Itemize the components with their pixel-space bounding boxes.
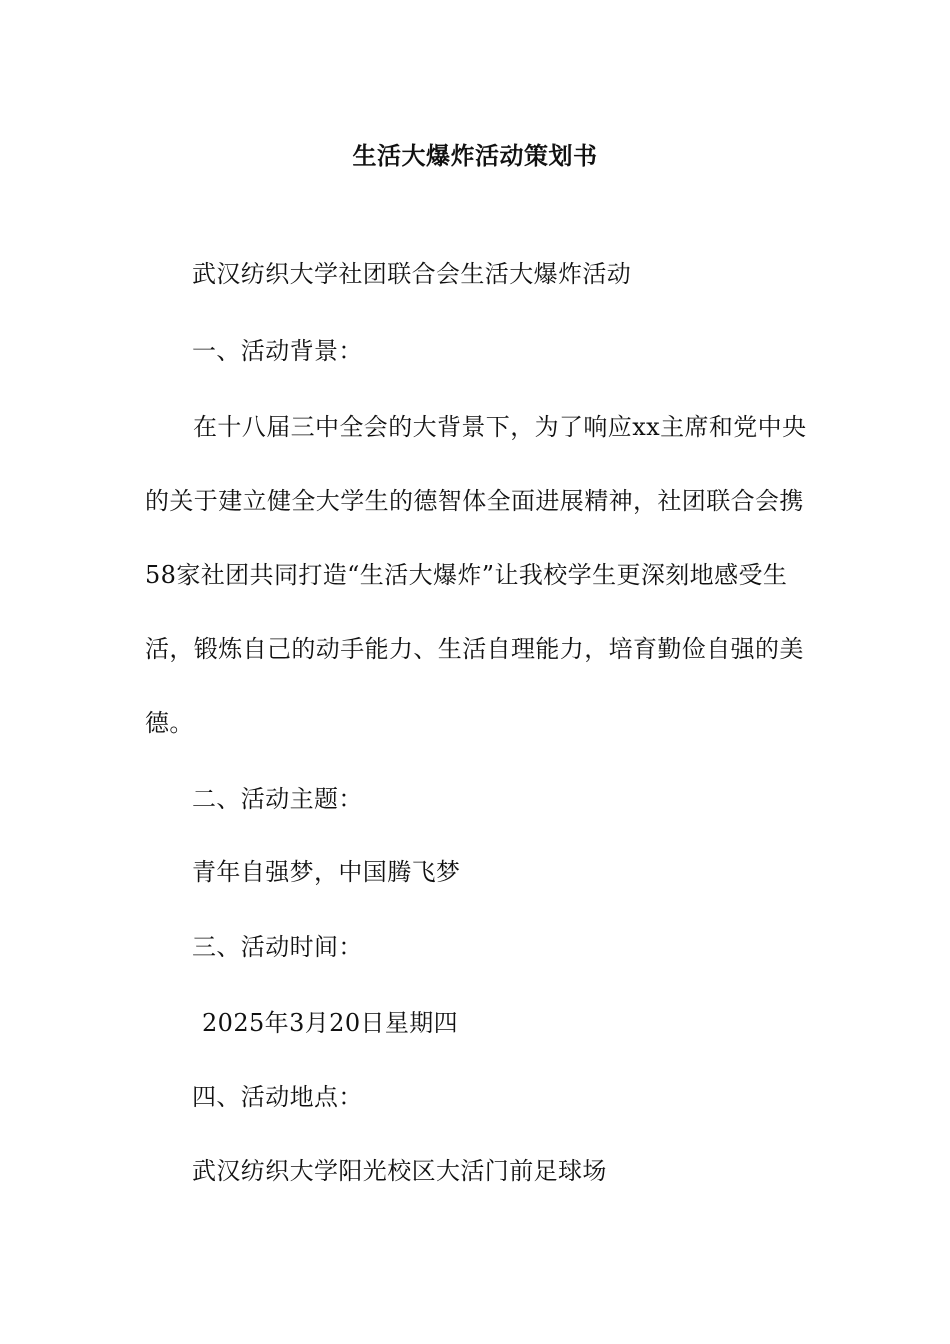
section-heading-location: 四、活动地点： [192, 1083, 363, 1111]
section-heading-theme: 二、活动主题： [192, 785, 363, 813]
document-subtitle: 武汉纺织大学社团联合会生活大爆炸活动 [192, 260, 632, 288]
section-body-time: 2025年3月20日星期四 [202, 1009, 459, 1037]
section-body-location: 武汉纺织大学阳光校区大活门前足球场 [192, 1157, 607, 1185]
section-body-theme: 青年自强梦，中国腾飞梦 [192, 858, 461, 886]
section-body-background: 在十八届三中全会的大背景下，为了响应xx主席和党中央的关于建立健全大学生的德智体全面进展精神，社团联合会携58家社团共同打造“生活大爆炸”让我校学生更深刻地感受生活，锻炼自己的动手能力、生活自理能力，培育勤俭自强的美德。 [145, 413, 807, 737]
section-heading-background: 一、活动背景： [192, 337, 363, 365]
document-title: 生活大爆炸活动策划书 [352, 141, 598, 170]
section-heading-time: 三、活动时间： [192, 933, 363, 961]
